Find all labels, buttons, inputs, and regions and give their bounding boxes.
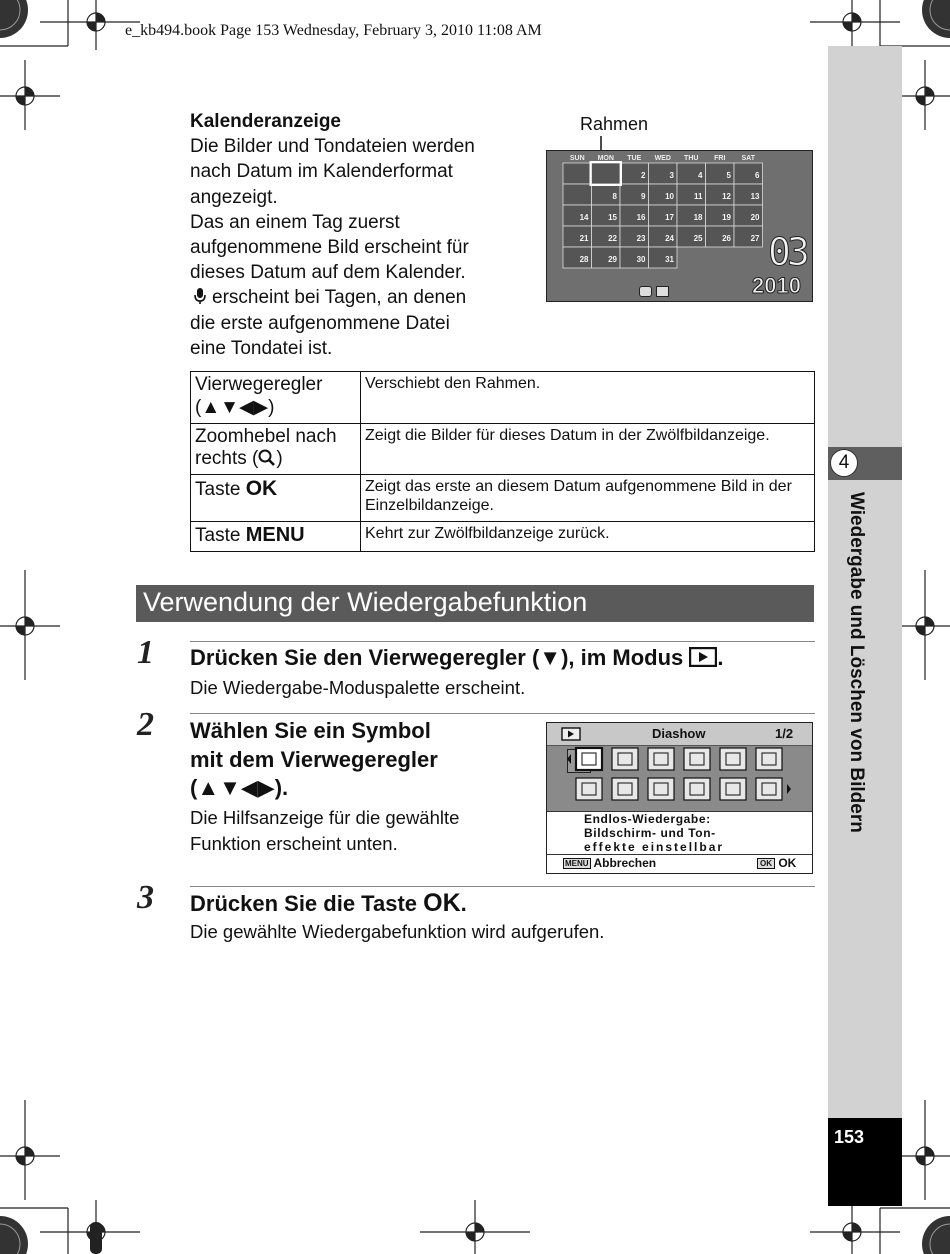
calendar-screen bbox=[546, 150, 813, 302]
calendar-day-number: 21 bbox=[579, 234, 589, 243]
page-number: 153 bbox=[834, 1127, 865, 1147]
calendar-day-number: 19 bbox=[722, 213, 731, 222]
playback-palette-screen bbox=[546, 722, 813, 874]
view-mode-icon bbox=[639, 284, 669, 302]
calendar-day-number: 18 bbox=[693, 213, 703, 222]
chapter-title: Wiedergabe und Löschen von Bildern bbox=[846, 492, 867, 833]
palette-help-text bbox=[584, 812, 724, 854]
crop-icon[interactable] bbox=[684, 748, 710, 770]
calendar-text-line: die erste aufgenommene Datei bbox=[190, 312, 450, 334]
control-symbol-prefix: rechts ( bbox=[195, 448, 259, 469]
control-symbol: (▲▼◀▶) bbox=[195, 397, 275, 418]
step-divider bbox=[190, 886, 815, 887]
control-name: Taste bbox=[195, 479, 246, 500]
slideshow-icon[interactable] bbox=[576, 748, 602, 770]
calendar-text-line: erscheint bei Tagen, an denen bbox=[212, 287, 467, 309]
ok-key-label: OK bbox=[245, 477, 278, 500]
calendar-text-line-with-icon bbox=[190, 285, 520, 310]
calendar-day-number: 15 bbox=[608, 213, 617, 222]
calendar-day-number: 14 bbox=[579, 213, 589, 222]
calendar-heading: Kalenderanzeige bbox=[190, 111, 341, 132]
frame-composite-icon[interactable] bbox=[720, 748, 746, 770]
table-row bbox=[191, 372, 815, 424]
control-name: Taste bbox=[195, 525, 246, 546]
palette-icon-grid bbox=[547, 745, 812, 811]
red-eye-icon[interactable] bbox=[612, 778, 638, 800]
scroll-right-arrow-icon bbox=[787, 784, 791, 794]
controls-table bbox=[190, 371, 815, 552]
palette-footer-divider bbox=[547, 854, 812, 855]
playback-mode-icon bbox=[689, 647, 717, 667]
palette-help-line: effekte einstellbar bbox=[584, 840, 725, 854]
calendar-day-number: 22 bbox=[608, 234, 617, 243]
calendar-day-cell bbox=[592, 163, 621, 184]
ok-key-label: OK bbox=[423, 889, 461, 917]
step-title-text: Drücken Sie die Taste bbox=[190, 891, 424, 916]
step-number: 1 bbox=[137, 634, 154, 671]
start-screen-icon[interactable] bbox=[720, 778, 746, 800]
calendar-day-number: 11 bbox=[694, 192, 703, 201]
cancel-label: Abbrechen bbox=[593, 856, 657, 870]
calendar-day-number: 27 bbox=[750, 234, 760, 243]
calendar-text-line: nach Datum im Kalenderformat bbox=[190, 161, 453, 183]
calendar-year: 2010 bbox=[752, 273, 801, 298]
index-print-icon[interactable] bbox=[684, 778, 710, 800]
calendar-day-number: 16 bbox=[636, 213, 646, 222]
calendar-day-number: 24 bbox=[665, 234, 674, 243]
control-cell bbox=[191, 424, 361, 475]
ok-key-badge: OK bbox=[757, 858, 775, 869]
print-header: e_kb494.book Page 153 Wednesday, February 3, 2010 11:08 AM bbox=[125, 22, 542, 39]
step-divider bbox=[190, 641, 815, 642]
control-symbol bbox=[195, 448, 356, 470]
step-number: 2 bbox=[137, 706, 154, 743]
calendar-day-number: 30 bbox=[636, 255, 646, 264]
description-cell: Verschiebt den Rahmen. bbox=[361, 372, 815, 424]
step-title-text: Drücken Sie den Vierwegeregler (▼), im Modus bbox=[190, 645, 684, 670]
weekday-label: TUE bbox=[627, 155, 642, 162]
step-divider bbox=[190, 713, 815, 714]
chapter-number: 4 bbox=[830, 449, 858, 477]
table-row bbox=[191, 424, 815, 475]
calendar-day-number: 28 bbox=[579, 255, 589, 264]
scroll-left-arrow-icon bbox=[567, 754, 571, 764]
step-title-line: (▲▼◀▶). bbox=[190, 775, 289, 800]
palette-page: 1/2 bbox=[775, 726, 794, 741]
calendar-day-number: 6 bbox=[755, 171, 760, 180]
weekday-label: SAT bbox=[741, 155, 755, 162]
calendar-day-number: 5 bbox=[726, 171, 731, 180]
step-title-end: . bbox=[460, 891, 467, 916]
step-title bbox=[190, 717, 438, 803]
step-title-line: Wählen Sie ein Symbol bbox=[190, 718, 431, 743]
menu-key-label: MENU bbox=[245, 524, 305, 546]
palette-play-icon bbox=[561, 727, 581, 741]
calendar-text-line: Das an einem Tag zuerst bbox=[190, 211, 400, 233]
weekday-label: MON bbox=[597, 155, 614, 162]
control-name: Vierwegeregler bbox=[195, 374, 323, 395]
calendar-day-number: 8 bbox=[612, 192, 617, 201]
microphone-icon bbox=[192, 287, 208, 305]
movie-edit-icon[interactable] bbox=[648, 778, 674, 800]
step-title bbox=[190, 645, 724, 671]
calendar-day-number: 10 bbox=[665, 192, 674, 201]
calendar-day-number: 17 bbox=[665, 213, 674, 222]
control-cell bbox=[191, 475, 361, 522]
calendar-day-number: 12 bbox=[722, 192, 731, 201]
description-cell: Zeigt die Bilder für dieses Datum in der Zwölfbildanzeige. bbox=[361, 424, 815, 475]
calendar-day-cell bbox=[563, 184, 592, 205]
palette-help-line: Bildschirm- und Ton- bbox=[584, 826, 716, 840]
calendar-day-number: 25 bbox=[693, 234, 703, 243]
step-body: Die Wiedergabe-Moduspalette erscheint. bbox=[190, 677, 526, 698]
calendar-day-number: 23 bbox=[636, 234, 646, 243]
calendar-text-line: angezeigt. bbox=[190, 186, 278, 208]
digital-filter-icon[interactable] bbox=[648, 748, 674, 770]
calendar-description bbox=[190, 109, 520, 361]
calendar-day-number: 3 bbox=[669, 171, 674, 180]
step-title-line: mit dem Vierwegeregler bbox=[190, 746, 438, 772]
palette-ok-hint bbox=[757, 856, 796, 870]
zoom-magnifier-icon bbox=[258, 449, 276, 467]
calendar-day-number: 4 bbox=[698, 171, 703, 180]
calendar-day-number: 31 bbox=[665, 255, 674, 264]
control-name: Zoomhebel nach bbox=[195, 426, 337, 447]
palette-title: Diashow bbox=[652, 726, 706, 741]
calendar-day-number: 26 bbox=[722, 234, 731, 243]
calendar-day-number: 2 bbox=[641, 171, 646, 180]
table-row bbox=[191, 475, 815, 522]
frame-label: Rahmen bbox=[580, 114, 649, 134]
calendar-day-number: 13 bbox=[750, 192, 760, 201]
calendar-day-number: 20 bbox=[750, 213, 760, 222]
resize-icon[interactable] bbox=[756, 748, 782, 770]
step-body-line: Die Hilfsanzeige für die gewählte bbox=[190, 807, 460, 828]
control-cell bbox=[191, 372, 361, 424]
step-body bbox=[190, 805, 459, 856]
calendar-day-number: 29 bbox=[608, 255, 617, 264]
step-body: Die gewählte Wiedergabefunktion wird aufgerufen. bbox=[190, 921, 605, 942]
rotate-icon[interactable] bbox=[612, 748, 638, 770]
menu-key-badge: MENU bbox=[565, 859, 589, 868]
image-copy-icon[interactable] bbox=[576, 778, 602, 800]
calendar-month: 03 bbox=[768, 230, 806, 274]
weekday-label: SUN bbox=[569, 155, 585, 162]
step-title bbox=[190, 889, 467, 918]
weekday-label: WED bbox=[654, 155, 671, 162]
description-cell: Zeigt das erste an diesem Datum aufgenommene Bild in der Einzelbildanzeige. bbox=[361, 475, 815, 522]
calendar-text-line: aufgenommene Bild erscheint für bbox=[190, 237, 469, 259]
ok-label: OK bbox=[778, 856, 797, 870]
weekday-label: THU bbox=[684, 155, 699, 162]
section-title: Verwendung der Wiedergabefunktion bbox=[143, 587, 588, 617]
palette-cancel-hint bbox=[563, 856, 656, 870]
calendar-text-line: Die Bilder und Tondateien werden bbox=[190, 136, 475, 158]
description-cell: Kehrt zur Zwölfbildanzeige zurück. bbox=[361, 522, 815, 552]
control-cell bbox=[191, 522, 361, 552]
protect-icon[interactable] bbox=[756, 778, 782, 800]
calendar-day-cell bbox=[563, 163, 592, 184]
control-symbol-suffix: ) bbox=[276, 448, 283, 469]
step-body-line: Funktion erscheint unten. bbox=[190, 832, 398, 854]
palette-help-line: Endlos-Wiedergabe: bbox=[584, 812, 711, 826]
calendar-day-number: 9 bbox=[641, 192, 646, 201]
calendar-text-line: dieses Datum auf dem Kalender. bbox=[190, 262, 466, 284]
calendar-text-line: eine Tondatei ist. bbox=[190, 337, 333, 359]
step-number: 3 bbox=[137, 879, 154, 916]
weekday-label: FRI bbox=[714, 155, 726, 162]
table-row bbox=[191, 522, 815, 552]
step-title-end: . bbox=[717, 645, 724, 670]
